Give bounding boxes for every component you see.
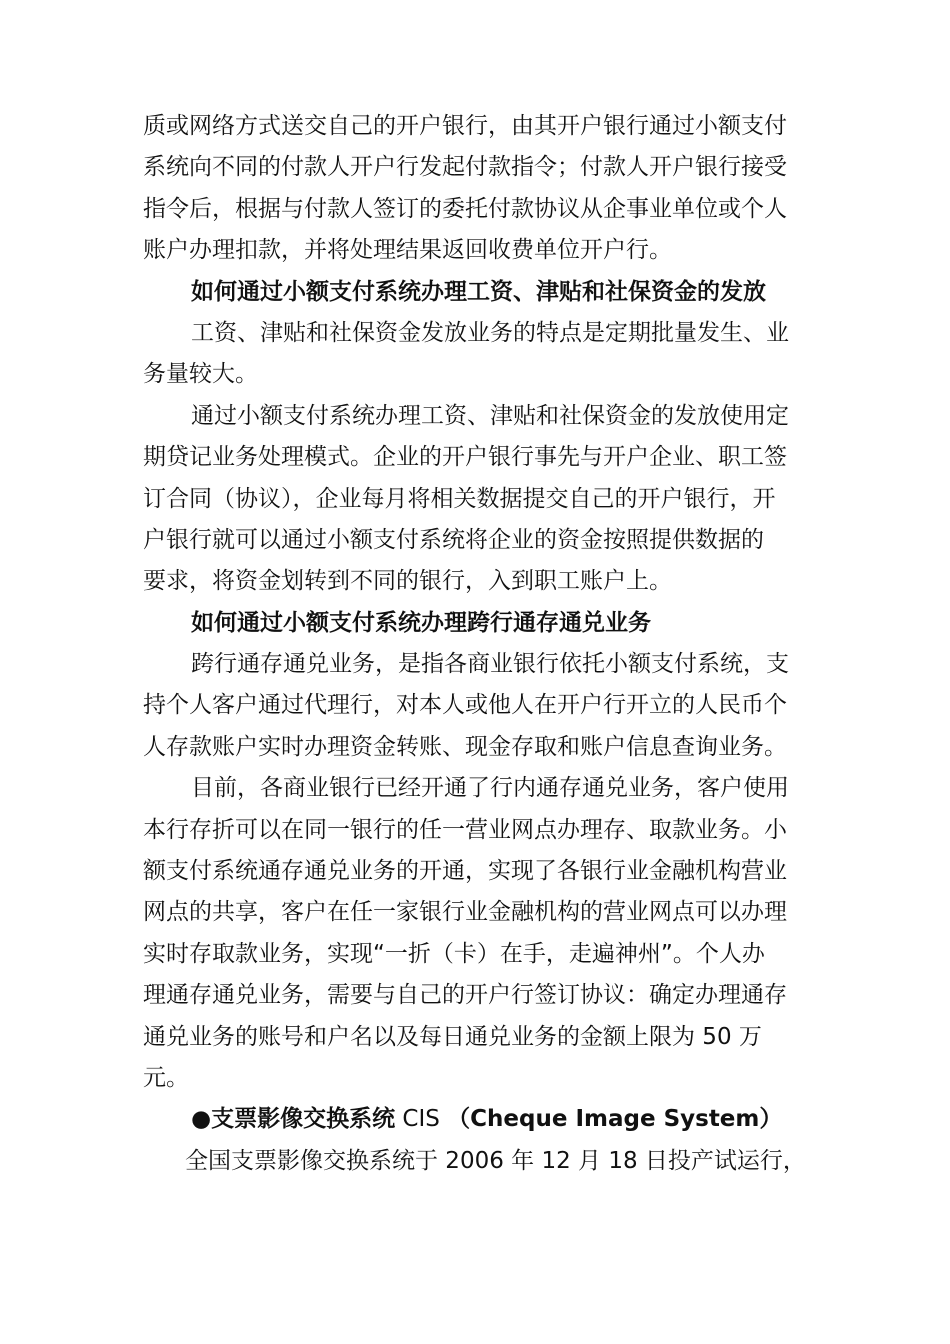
paragraph-deposit-definition <box>143 644 823 768</box>
text-line: 订合同（协议），企业每月将相关数据提交自己的开户银行，开 <box>143 485 776 512</box>
paragraph-salary-features <box>143 313 823 396</box>
bullet-english: （Cheque Image System） <box>447 1106 783 1133</box>
text-line: 网点的共享，客户在任一家银行业金融机构的营业网点可以办理 <box>143 899 787 926</box>
section-heading-deposit: 如何通过小额支付系统办理跨行通存通兑业务 <box>191 609 651 636</box>
text-line: 理通存通兑业务，需要与自己的开户行签订协议：确定办理通存 <box>143 982 787 1009</box>
text-line: 要求，将资金划转到不同的银行，入到职工账户上。 <box>143 568 672 595</box>
text-line: 账户办理扣款，并将处理结果返回收费单位开户行。 <box>143 237 672 264</box>
text-line: 目前，各商业银行已经开通了行内通存通兑业务，客户使用 <box>191 775 789 802</box>
bullet-icon: ● <box>191 1106 212 1133</box>
text-line: 户银行就可以通过小额支付系统将企业的资金按照提供数据的 <box>143 526 764 553</box>
text-line: 持个人客户通过代理行，对本人或他人在开户行开立的人民币个 <box>143 692 787 719</box>
text-line: 元。 <box>143 1064 189 1091</box>
paragraph-salary-process <box>143 396 823 603</box>
text-line: 质或网络方式送交自己的开户银行，由其开户银行通过小额支付 <box>143 113 787 139</box>
text-line: 工资、津贴和社保资金发放业务的特点是定期批量发生、业 <box>191 319 789 346</box>
text-line: 务量较大。 <box>143 361 258 388</box>
bullet-heading-cis <box>143 1099 823 1140</box>
text-line: 通过小额支付系统办理工资、津贴和社保资金的发放使用定 <box>191 402 789 429</box>
text-line: 全国支票影像交换系统于 2006 年 12 月 18 日投产试运行， <box>185 1147 806 1174</box>
text-line: 跨行通存通兑业务，是指各商业银行依托小额支付系统，支 <box>191 651 789 678</box>
text-line: 额支付系统通存通兑业务的开通，实现了各银行业金融机构营业 <box>143 858 787 885</box>
text-line: 人存款账户实时办理资金转账、现金存取和账户信息查询业务。 <box>143 733 787 760</box>
document-body <box>143 106 823 1182</box>
bullet-abbr: CIS <box>395 1106 448 1133</box>
text-line: 实时存取款业务，实现“一折（卡）在手，走遍神州”。个人办 <box>143 940 765 967</box>
paragraph-cis-intro <box>143 1141 823 1182</box>
paragraph-continuation <box>143 106 823 272</box>
text-line: 指令后，根据与付款人签订的委托付款协议从企事业单位或个人 <box>143 195 787 222</box>
text-line: 期贷记业务处理模式。企业的开户银行事先与开户企业、职工签 <box>143 444 787 471</box>
text-line: 系统向不同的付款人开户行发起付款指令；付款人开户银行接受 <box>143 154 787 181</box>
section-heading-salary: 如何通过小额支付系统办理工资、津贴和社保资金的发放 <box>191 278 766 305</box>
text-line: 通兑业务的账号和户名以及每日通兑业务的金额上限为 50 万 <box>143 1023 762 1050</box>
paragraph-deposit-details <box>143 768 823 1099</box>
bullet-title: 支票影像交换系统 <box>211 1106 396 1133</box>
text-line: 本行存折可以在同一银行的任一营业网点办理存、取款业务。小 <box>143 816 787 843</box>
